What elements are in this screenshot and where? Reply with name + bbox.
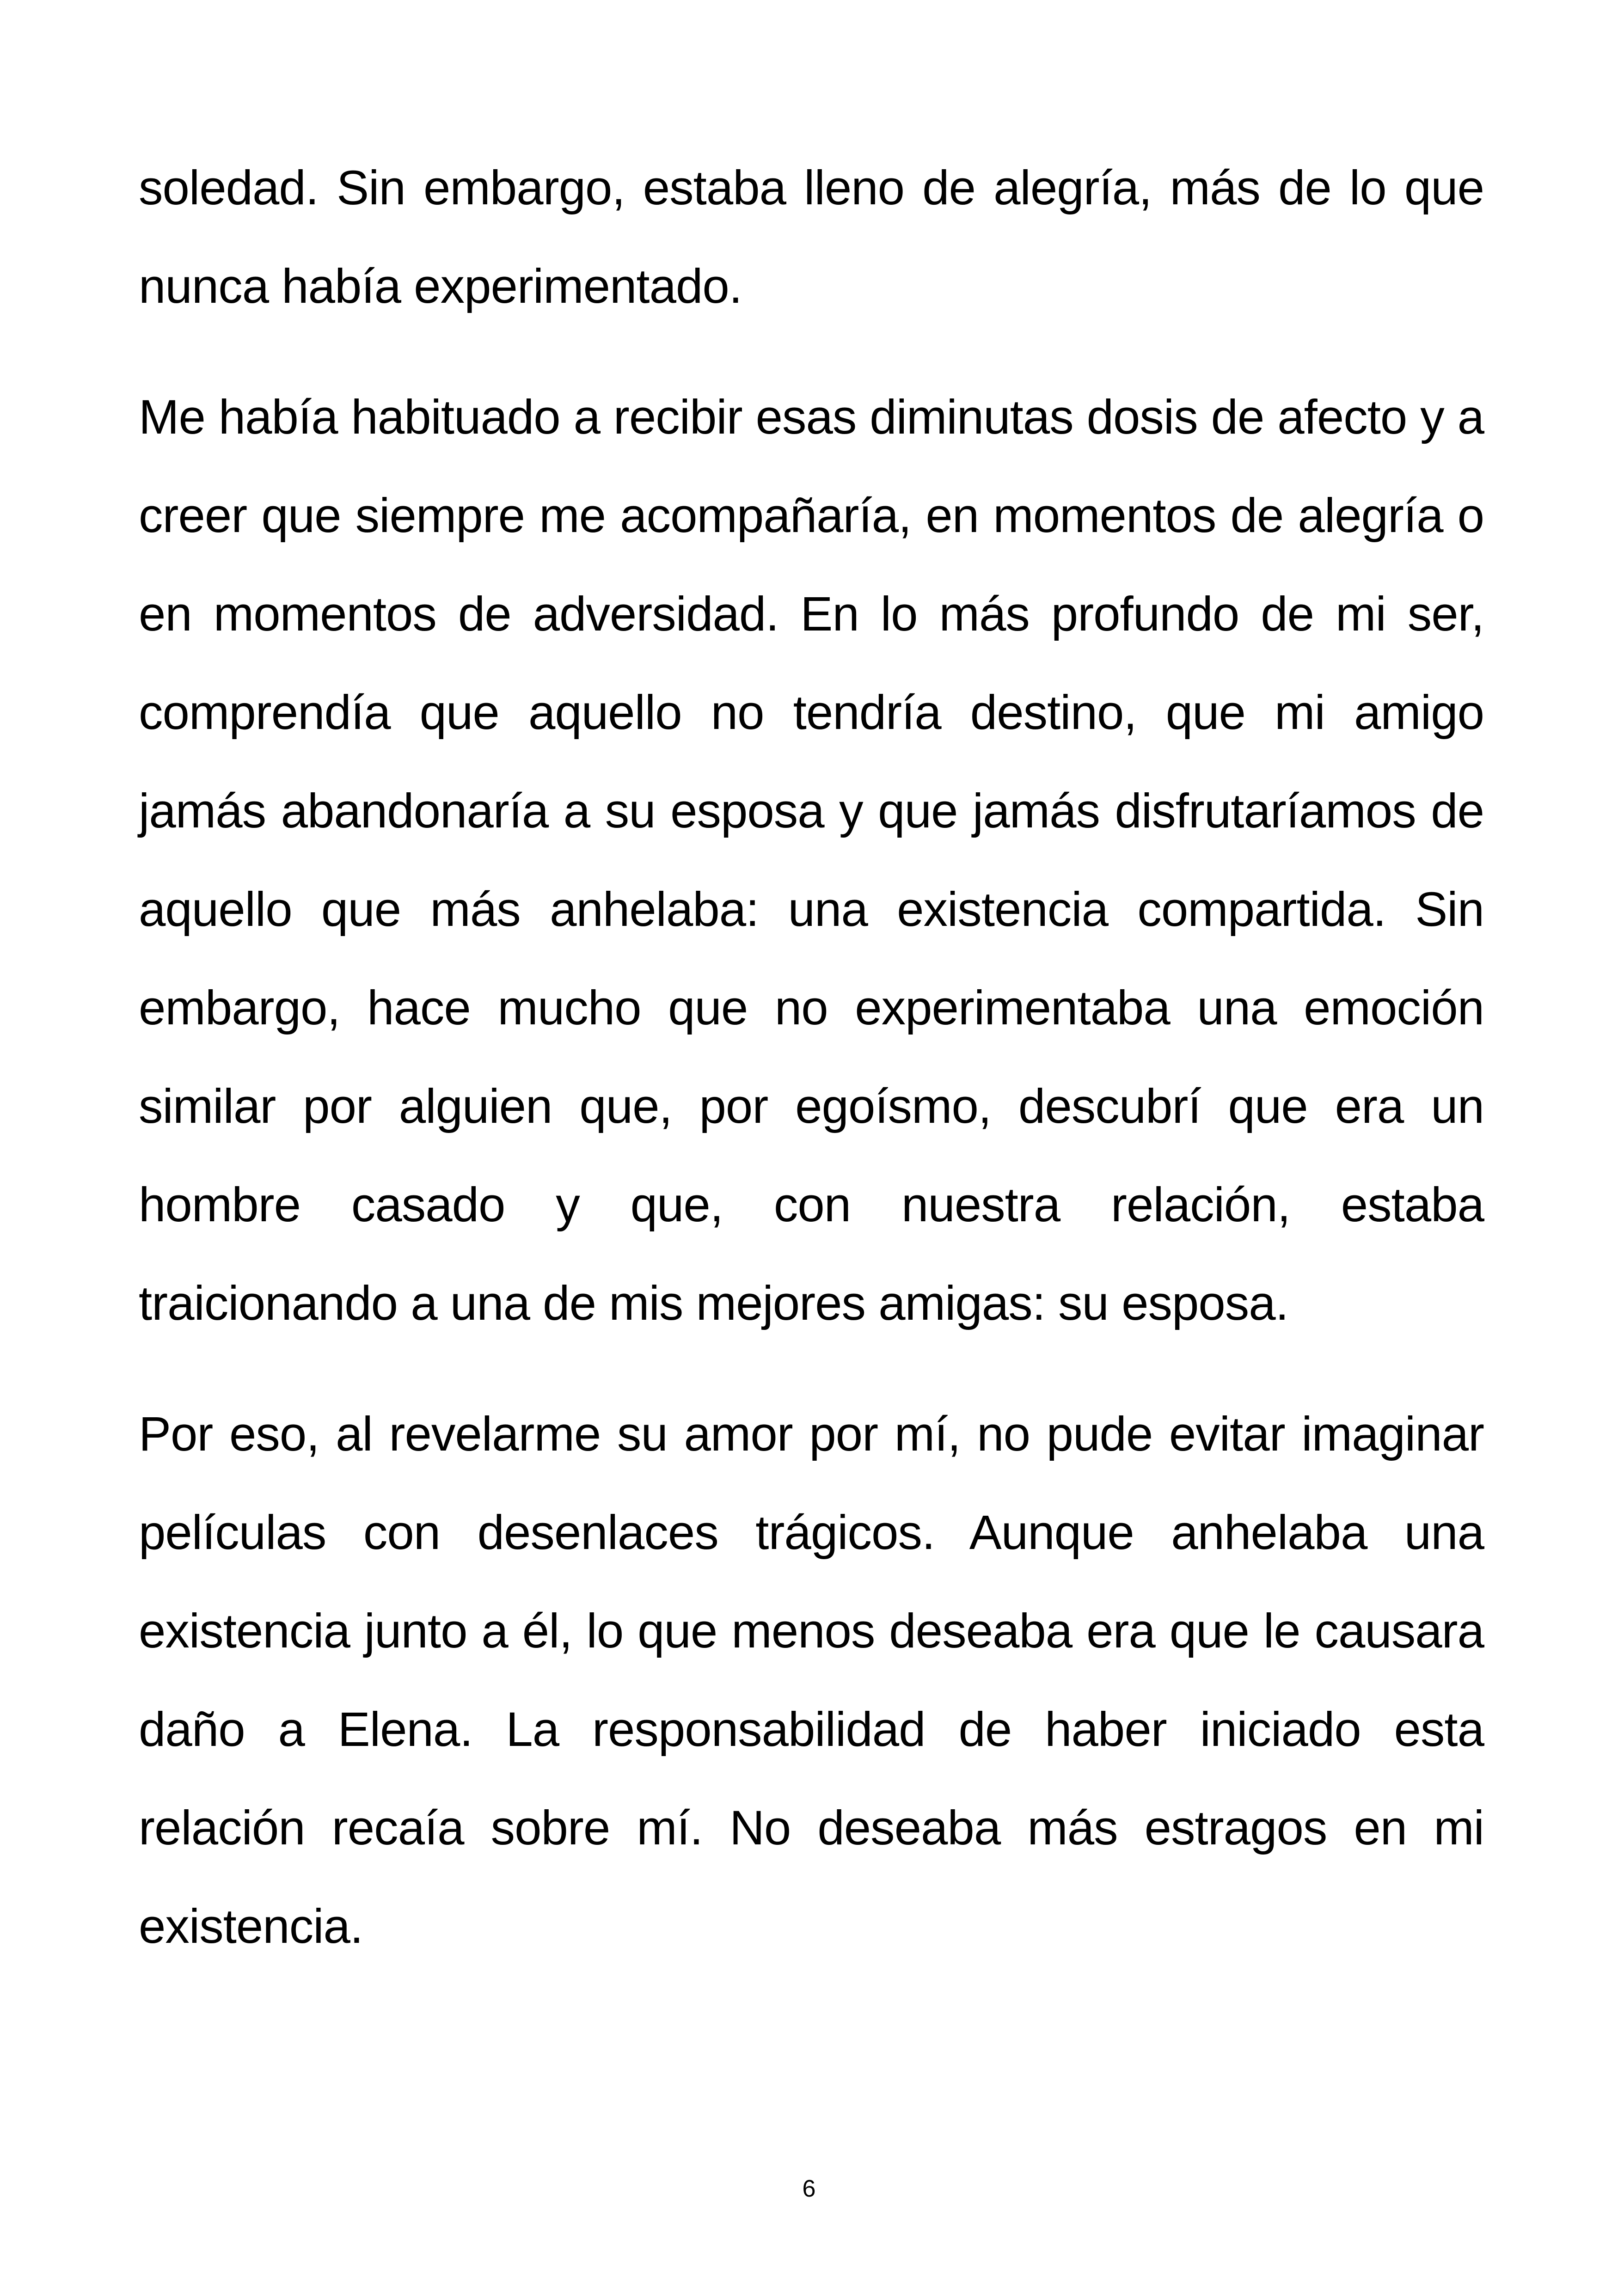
body-text — [139, 139, 1484, 2008]
paragraph-3: Por eso, al revelarme su amor por mí, no pude evitar imaginar películas con desenlaces trágicos. Aunque anhelaba una existencia junto a él, lo que menos deseaba era que le causara daño a Elena. La responsabilidad de haber iniciado esta relación recaía sobre mí. No deseaba más estragos en mi existencia. — [139, 1407, 1484, 1953]
page-number: 6 — [802, 2175, 816, 2202]
paragraph-1: soledad. Sin embargo, estaba lleno de alegría, más de lo que nunca había experimentado. — [139, 161, 1484, 313]
paragraph-2: Me había habituado a recibir esas diminutas dosis de afecto y a creer que siempre me acompañaría, en momentos de alegría o en momentos de adversidad. En lo más profundo de mi ser, comprendía que aquello no tendría destino, que mi amigo jamás abandonaría a su esposa y que jamás disfrutaríamos de aquello que más anhelaba: una existencia compartida. Sin embargo, hace mucho que no experimentaba una emoción similar por alguien que, por egoísmo, descubrí que era un hombre casado y que, con nuestra relación, estaba traicionando a una de mis mejores amigas: su esposa. — [139, 390, 1484, 1330]
